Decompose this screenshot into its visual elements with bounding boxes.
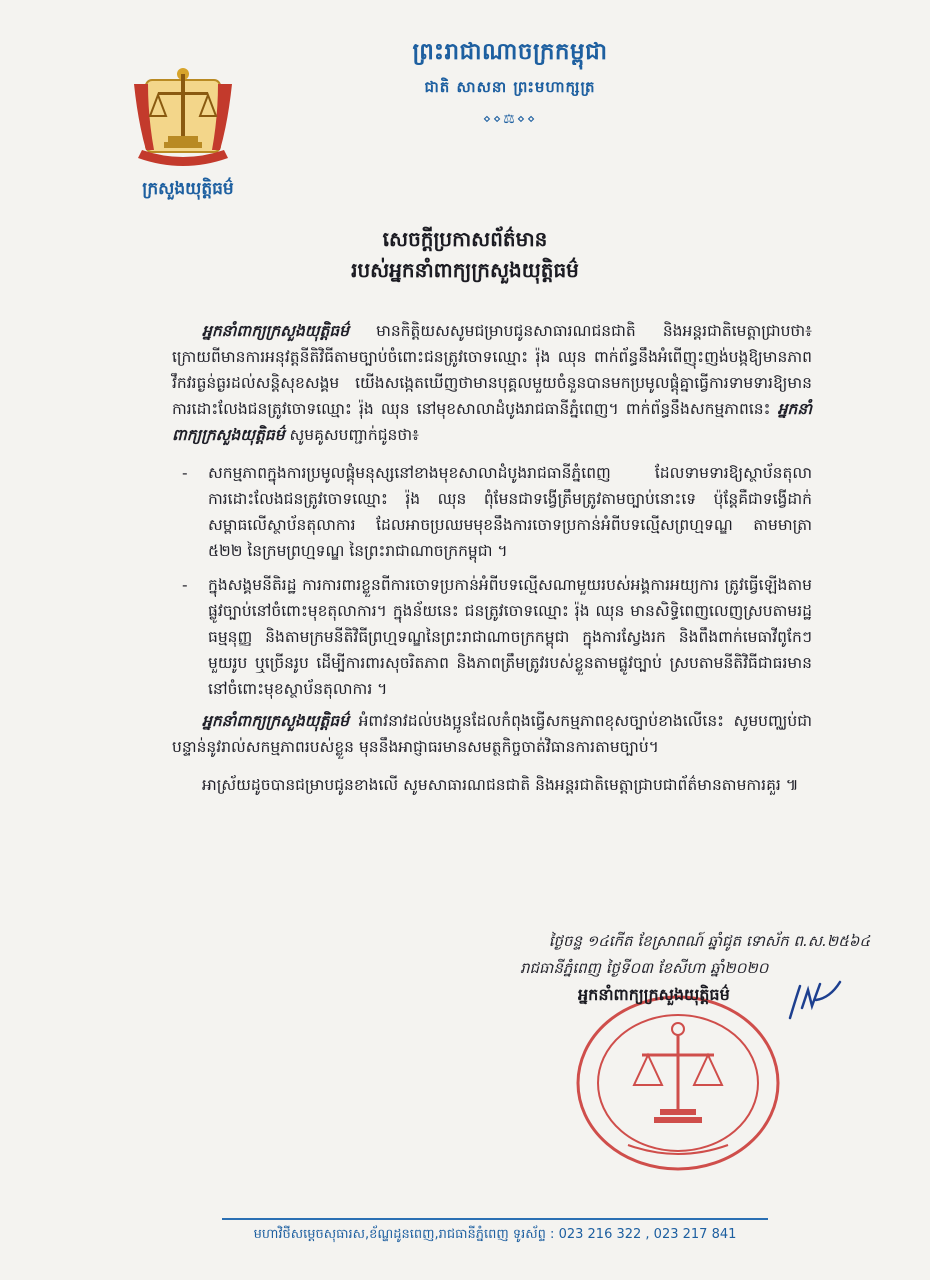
bullet-point bbox=[172, 460, 812, 564]
spokesperson-lead: អ្នកនាំពាក្យក្រសួងយុត្តិធម៌ bbox=[202, 712, 349, 730]
bullet-dash: - bbox=[182, 576, 188, 594]
ministry-name: ក្រសួងយុត្តិធម៌ bbox=[142, 179, 234, 199]
bullet-point bbox=[172, 572, 812, 702]
bullet-dash: - bbox=[182, 464, 188, 482]
national-motto: ជាតិ សាសនា ព្រះមហាក្សត្រ bbox=[424, 78, 596, 96]
handwritten-signature bbox=[786, 978, 844, 1024]
bullet-text: ក្នុងសង្គមនីតិរដ្ឋ ការការពារខ្លួនពីការចោទប្រកាន់អំពីបទល្មើសណាមួយរបស់អង្គការអយ្យការ ត្រូវធ្វើឡើងតាមផ្លូវច្បាប់នៅចំពោះមុខតុលាការ។ ក្នុងន័យនេះ ជនត្រូវចោទឈ្មោះ រ៉ុង ឈុន មានសិទ្ធិពេញលេញស្របតាមរដ្ឋធម្មនុញ្ញ និងតាមក្រមនីតិវិធីព្រហ្មទណ្ឌនៃព្រះរាជាណាចក្រកម្ពុជា ក្នុងការស្វែងរក និងពឹងពាក់មេធាវីពូកែៗ មួយរូប ឬច្រើនរូប ដើម្បីការពារសុចរិតភាព និងភាពត្រឹមត្រូវរបស់ខ្លួនតាមផ្លូវច្បាប់ ស្របតាមនីតិវិធីជាធរមាននៅចំពោះមុខស្ថាប័នតុលាការ ។ bbox=[208, 576, 812, 698]
footer-contact bbox=[215, 1226, 775, 1245]
paragraph-intro bbox=[172, 318, 812, 448]
paragraph-closing: អាស្រ័យដូចបានជម្រាបជូនខាងលើ សូមសាធារណជនជាតិ និងអន្តរជាតិមេត្តាជ្រាបជាព័ត៌មានតាមការគួរ ៕ bbox=[202, 776, 799, 794]
document-title: សេចក្តីប្រកាសព័ត៌មាន bbox=[382, 227, 548, 251]
paragraph-intro-text: មានកិត្តិយសសូមជម្រាបជូនសាធារណជនជាតិ និងអន្តរជាតិមេត្តាជ្រាបថា៖ ក្រោយពីមានការអនុវត្តនីតិវិធីតាមច្បាប់ចំពោះជនត្រូវចោទឈ្មោះ រ៉ុង ឈុន ពាក់ព័ន្ធនឹងអំពើញុះញង់បង្កឱ្យមានភាពវឹកវរធ្ងន់ធ្ងរដល់សន្តិសុខសង្គម យើងសង្កេតឃើញថាមានបុគ្គលមួយចំនួនបានមកប្រមូលផ្តុំគ្នាធ្វើការទាមទារឱ្យមានការដោះលែងជនត្រូវចោទឈ្មោះ រ៉ុង ឈុន នៅមុខសាលាដំបូងរាជធានីភ្នំពេញ។ ពាក់ព័ន្ធនឹងសកម្មភាពនេះ bbox=[172, 322, 812, 418]
document-body bbox=[172, 318, 812, 810]
paragraph-intro-tail: សូមគូសបញ្ជាក់ជូនថា៖ bbox=[284, 426, 419, 444]
ornament-divider: ⋄⋄⚖⋄⋄ bbox=[482, 112, 538, 127]
date-block bbox=[470, 928, 870, 982]
footer-divider bbox=[222, 1218, 768, 1220]
footer-phones: 023 216 322 , 023 217 841 bbox=[558, 1227, 737, 1242]
ministry-emblem-logo bbox=[128, 62, 238, 172]
lunar-date: ថ្ងៃចន្ទ ១៤កើត ខែស្រាពណ៍ ឆ្នាំជូត ទោស័ក ព.ស.២៥៦៤ bbox=[548, 932, 870, 950]
spokesperson-lead: អ្នកនាំពាក្យក្រសួងយុត្តិធម៌ bbox=[202, 322, 349, 340]
paragraph-appeal bbox=[172, 708, 812, 760]
signatory-title: អ្នកនាំពាក្យក្រសួងយុត្តិធម៌ bbox=[578, 985, 730, 1004]
kingdom-heading: ព្រះរាជាណាចក្រកម្ពុជា bbox=[412, 39, 608, 65]
footer-address: មហាវិថីសម្តេចសុធារស,ខ័ណ្ឌដូនពេញ,រាជធានីភ្នំពេញ ទូរស័ព្ទ : bbox=[253, 1227, 559, 1242]
official-seal-stamp bbox=[568, 985, 788, 1175]
bullet-text: សកម្មភាពក្នុងការប្រមូលផ្តុំមនុស្សនៅខាងមុខសាលាដំបូងរាជធានីភ្នំពេញ ដែលទាមទារឱ្យស្ថាប័នតុលាការដោះលែងជនត្រូវចោទឈ្មោះ រ៉ុង ឈុន ពុំមែនជាទង្វើត្រឹមត្រូវតាមច្បាប់នោះទេ ប៉ុន្តែគឺជាទង្វើដាក់សម្ពាធលើស្ថាប័នតុលាការ ដែលអាចប្រឈមមុខនឹងការចោទប្រកាន់អំពីបទល្មើសព្រហ្មទណ្ឌ តាមមាត្រា ៥២២ នៃក្រមព្រហ្មទណ្ឌ នៃព្រះរាជាណាចក្រកម្ពុជា ។ bbox=[208, 464, 812, 560]
spokesperson-lead: អ្នកនាំពាក្យក្រសួងយុត្តិធម៌ bbox=[172, 400, 812, 444]
solar-date: រាជធានីភ្នំពេញ ថ្ងៃទី០៣ ខែសីហា ឆ្នាំ២០២០ bbox=[520, 959, 769, 977]
document-subtitle: របស់អ្នកនាំពាក្យក្រសួងយុត្តិធម៌ bbox=[351, 258, 579, 282]
paragraph-appeal-text: អំពាវនាវដល់បងប្អូនដែលកំពុងធ្វើសកម្មភាពខុសច្បាប់ខាងលើនេះ សូមបញ្ឈប់ជាបន្ទាន់នូវរាល់សកម្មភាពរបស់ខ្លួន មុននឹងអាជ្ញាធរមានសមត្ថកិច្ចចាត់វិធានការតាមច្បាប់។ bbox=[172, 712, 812, 756]
